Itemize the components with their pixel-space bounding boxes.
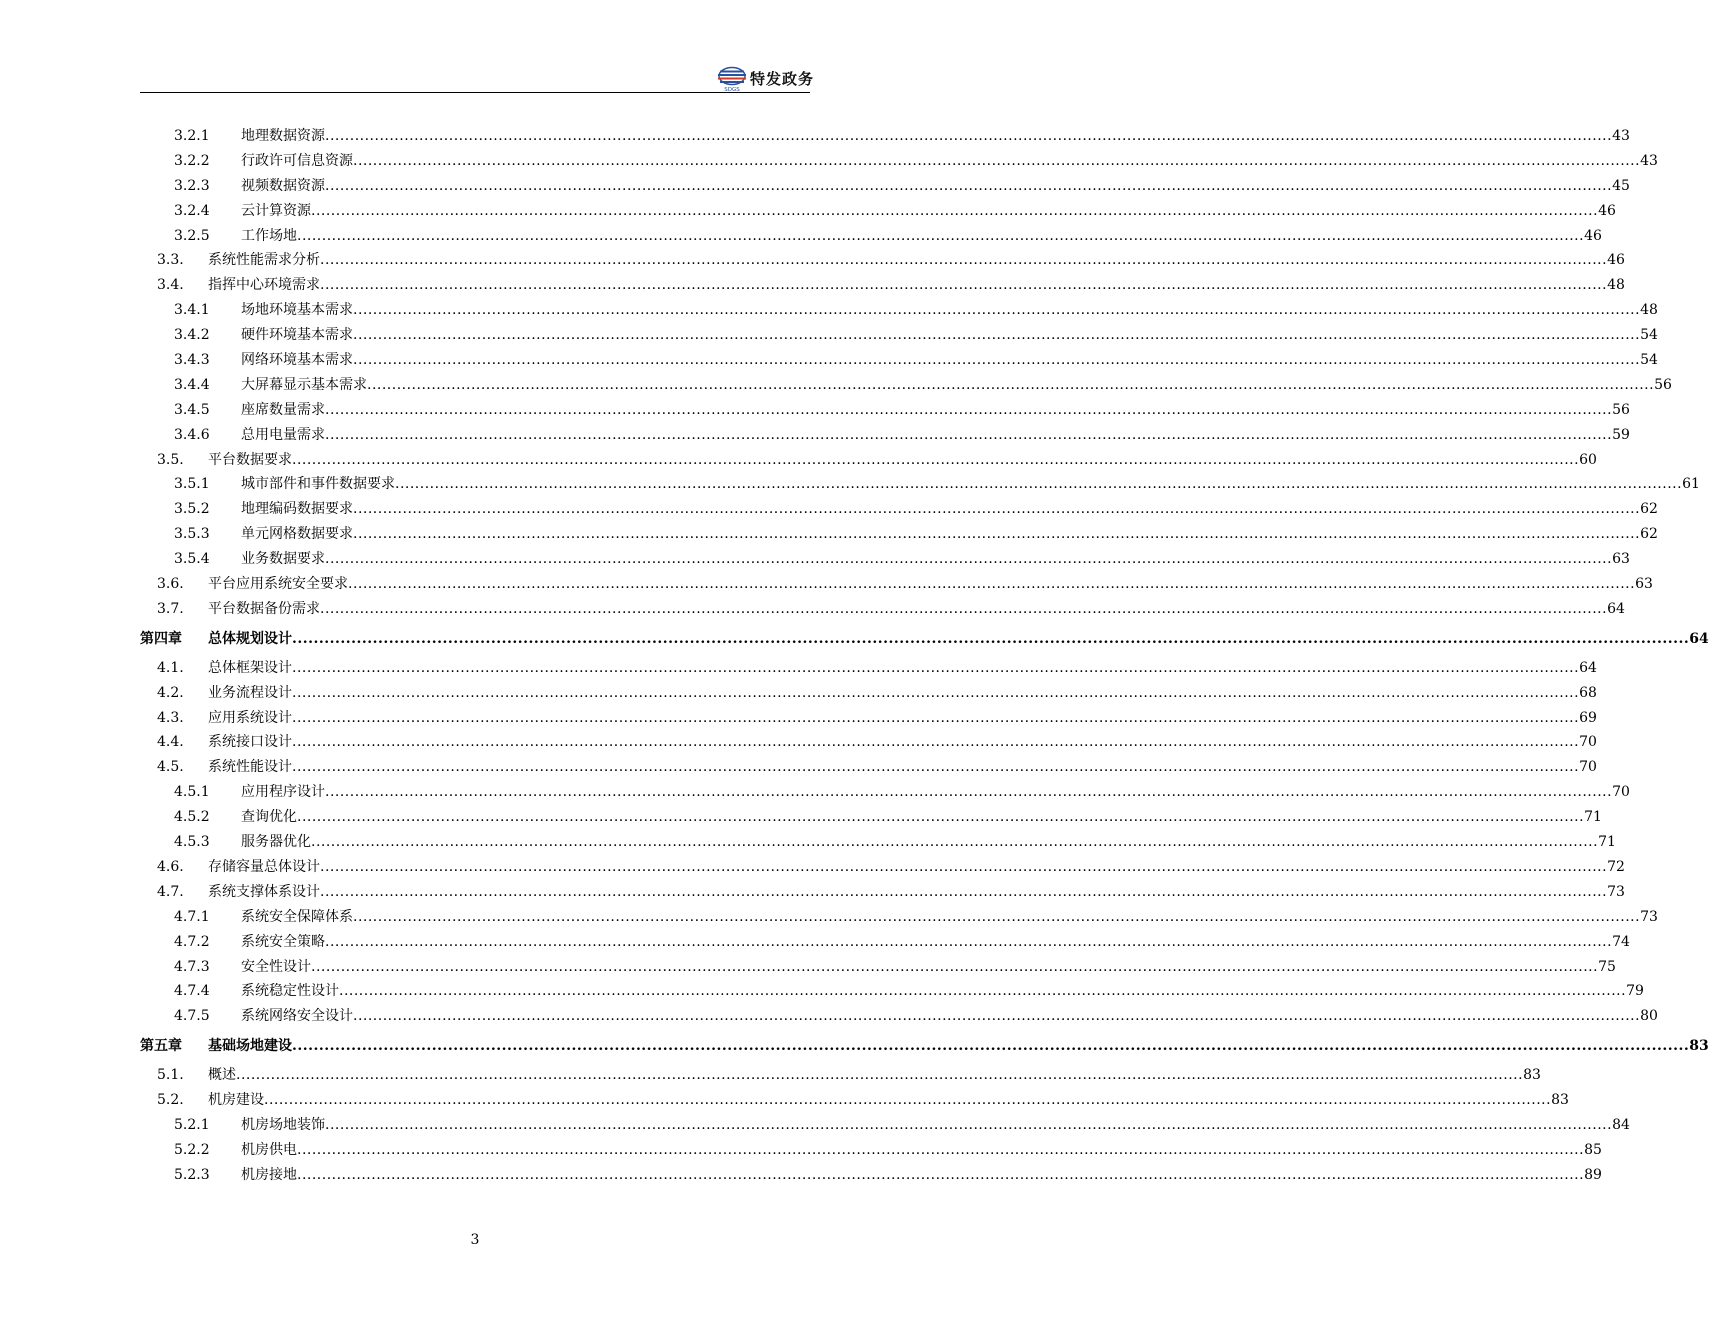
toc-entry-title: 单元网格数据要求 [241, 526, 353, 543]
toc-entry-number: 4.1. [157, 659, 184, 676]
toc-entry[interactable] [0, 224, 1602, 249]
toc-entry[interactable] [0, 830, 1616, 855]
toc-entry-leader [241, 373, 1672, 398]
dot-leader: .................................................................................................................................................................................................................................................................... [292, 1038, 1690, 1055]
dot-leader: .................................................................................................................................................................................................................................................................... [320, 277, 1608, 294]
dot-leader: .................................................................................................................................................................................................................................................................... [236, 1067, 1524, 1084]
toc-entry-number: 3.3. [157, 252, 184, 269]
toc-entry-number: 4.5.1 [174, 784, 210, 801]
dot-leader: .................................................................................................................................................................................................................................................................... [311, 958, 1599, 975]
toc-entry-page: 73 [1640, 908, 1658, 925]
toc-entry-page: 74 [1612, 933, 1630, 950]
toc-entry-page: 70 [1579, 734, 1597, 751]
toc-entry-page: 43 [1612, 128, 1630, 144]
toc-entry[interactable] [0, 348, 1658, 373]
toc-entry-title: 地理数据资源 [241, 128, 325, 144]
toc-entry-page: 54 [1640, 352, 1658, 369]
toc-entry-title: 应用系统设计 [208, 709, 292, 726]
toc-entry-number: 4.5. [157, 759, 184, 776]
toc-entry[interactable] [0, 323, 1658, 348]
toc-entry[interactable] [0, 149, 1658, 174]
toc-entry-leader [241, 1163, 1602, 1188]
toc-entry-number: 3.6. [157, 576, 184, 593]
toc-entry-title: 业务数据要求 [241, 551, 325, 568]
toc-entry-page: 63 [1612, 551, 1630, 568]
toc-entry-leader [208, 730, 1597, 755]
toc-entry-number: 4.7.4 [174, 983, 210, 1000]
toc-entry-number: 3.4.6 [174, 426, 210, 443]
toc-entry-leader [241, 805, 1602, 830]
toc-entry-leader [241, 905, 1658, 930]
toc-entry-title: 基础场地建设 [208, 1038, 292, 1055]
toc-entry-number: 3.2.1 [174, 128, 210, 144]
toc-entry[interactable] [0, 423, 1630, 448]
toc-entry-title: 系统支撑体系设计 [208, 883, 320, 900]
toc-entry-page: 71 [1598, 834, 1616, 851]
toc-entry[interactable] [0, 979, 1644, 1004]
toc-entry-leader [241, 323, 1658, 348]
dot-leader: .................................................................................................................................................................................................................................................................... [395, 476, 1683, 493]
toc-entry[interactable] [0, 656, 1597, 681]
toc-entry-leader [241, 423, 1630, 448]
dot-leader: .................................................................................................................................................................................................................................................................... [353, 1008, 1641, 1025]
toc-entry-leader [208, 448, 1597, 473]
toc-entry-leader [241, 979, 1644, 1004]
page-number: 3 [470, 1232, 480, 1248]
toc-entry-number: 4.5.2 [174, 809, 210, 826]
toc-entry-page: 80 [1640, 1008, 1658, 1025]
dot-leader: .................................................................................................................................................................................................................................................................... [320, 883, 1608, 900]
toc-entry-title: 系统稳定性设计 [241, 983, 339, 1000]
toc-entry-page: 85 [1584, 1141, 1602, 1158]
toc-entry-leader [208, 1063, 1541, 1088]
toc-entry-page: 70 [1612, 784, 1630, 801]
table-of-contents [0, 124, 1709, 1188]
toc-entry-number: 3.5.4 [174, 551, 210, 568]
toc-entry-leader [241, 348, 1658, 373]
toc-entry-title: 安全性设计 [241, 958, 311, 975]
toc-entry-number: 3.4.1 [174, 302, 210, 319]
toc-entry-page: 46 [1598, 202, 1616, 219]
toc-entry-leader [241, 930, 1630, 955]
dot-leader: .................................................................................................................................................................................................................................................................... [320, 252, 1608, 269]
toc-entry-number: 5.1. [157, 1067, 184, 1084]
dot-leader: .................................................................................................................................................................................................................................................................... [367, 376, 1655, 393]
toc-entry-leader [241, 472, 1700, 497]
toc-entry[interactable] [0, 730, 1597, 755]
toc-entry-page: 71 [1584, 809, 1602, 826]
toc-entry-page: 56 [1612, 401, 1630, 418]
toc-entry-title: 总体框架设计 [208, 659, 292, 676]
toc-entry-title: 总用电量需求 [241, 426, 325, 443]
toc-entry-leader [208, 597, 1625, 622]
toc-entry-title: 大屏幕显示基本需求 [241, 376, 367, 393]
toc-entry-number: 3.2.2 [174, 152, 210, 169]
toc-entry-leader [241, 497, 1658, 522]
dot-leader: .................................................................................................................................................................................................................................................................... [292, 451, 1580, 468]
toc-entry-number: 5.2.1 [174, 1116, 210, 1133]
toc-entry[interactable] [0, 1113, 1630, 1138]
sdgs-logo-icon [716, 66, 748, 92]
toc-entry-title: 系统网络安全设计 [241, 1008, 353, 1025]
toc-entry-leader [241, 1138, 1602, 1163]
toc-entry-leader [241, 522, 1658, 547]
dot-leader: .................................................................................................................................................................................................................................................................... [311, 834, 1599, 851]
toc-entry-leader [241, 199, 1616, 224]
toc-entry-number: 4.5.3 [174, 834, 210, 851]
toc-entry[interactable] [0, 905, 1658, 930]
toc-entry-number: 4.7.5 [174, 1008, 210, 1025]
toc-entry-leader [208, 656, 1597, 681]
toc-entry-leader [208, 681, 1597, 706]
toc-entry-title: 机房接地 [241, 1166, 297, 1183]
toc-entry-leader [208, 622, 1709, 656]
dot-leader: .................................................................................................................................................................................................................................................................... [353, 152, 1641, 169]
toc-entry-title: 场地环境基本需求 [241, 302, 353, 319]
toc-entry[interactable] [0, 522, 1658, 547]
dot-leader: .................................................................................................................................................................................................................................................................... [292, 684, 1580, 701]
toc-entry-page: 83 [1523, 1067, 1541, 1084]
toc-entry-leader [241, 398, 1630, 423]
toc-entry[interactable] [0, 497, 1658, 522]
toc-entry[interactable] [0, 780, 1630, 805]
dot-leader: .................................................................................................................................................................................................................................................................... [297, 1141, 1585, 1158]
toc-entry-leader [241, 224, 1602, 249]
toc-entry-title: 机房场地装饰 [241, 1116, 325, 1133]
toc-entry-title: 平台数据要求 [208, 451, 292, 468]
toc-entry-page: 69 [1579, 709, 1597, 726]
toc-entry-number: 3.5.1 [174, 476, 210, 493]
toc-chapter-entry[interactable] [0, 622, 1709, 656]
toc-entry-leader [208, 1029, 1709, 1063]
dot-leader: .................................................................................................................................................................................................................................................................... [311, 202, 1599, 219]
toc-entry-title: 系统接口设计 [208, 734, 292, 751]
toc-entry-title: 机房建设 [208, 1092, 264, 1109]
toc-entry-page: 72 [1607, 858, 1625, 875]
toc-entry-page: 54 [1640, 327, 1658, 344]
dot-leader: .................................................................................................................................................................................................................................................................... [348, 576, 1636, 593]
toc-entry-leader [208, 1088, 1569, 1113]
dot-leader: .................................................................................................................................................................................................................................................................... [325, 128, 1613, 144]
toc-entry-title: 系统安全策略 [241, 933, 325, 950]
toc-entry-title: 平台数据备份需求 [208, 600, 320, 617]
header-divider [140, 92, 810, 93]
toc-entry[interactable] [0, 880, 1625, 905]
toc-entry-title: 查询优化 [241, 809, 297, 826]
toc-entry-number: 3.2.5 [174, 227, 210, 244]
toc-entry-leader [241, 547, 1630, 572]
dot-leader: .................................................................................................................................................................................................................................................................... [353, 908, 1641, 925]
toc-entry[interactable] [0, 855, 1625, 880]
toc-entry[interactable] [0, 706, 1597, 731]
toc-entry-number: 4.6. [157, 858, 184, 875]
toc-entry-title: 网络环境基本需求 [241, 352, 353, 369]
dot-leader: .................................................................................................................................................................................................................................................................... [353, 352, 1641, 369]
toc-entry[interactable] [0, 597, 1625, 622]
toc-entry-number: 4.7.3 [174, 958, 210, 975]
toc-entry[interactable] [0, 681, 1597, 706]
toc-entry-page: 61 [1682, 476, 1700, 493]
toc-entry[interactable] [0, 398, 1630, 423]
toc-entry-page: 43 [1640, 152, 1658, 169]
toc-entry-title: 系统性能设计 [208, 759, 292, 776]
toc-entry[interactable] [0, 1088, 1569, 1113]
toc-entry-title: 指挥中心环境需求 [208, 277, 320, 294]
toc-entry-leader [208, 273, 1625, 298]
toc-entry-title: 地理编码数据要求 [241, 501, 353, 518]
dot-leader: .................................................................................................................................................................................................................................................................... [297, 1166, 1585, 1183]
dot-leader: .................................................................................................................................................................................................................................................................... [297, 227, 1585, 244]
toc-entry-leader [241, 780, 1630, 805]
toc-entry-page: 89 [1584, 1166, 1602, 1183]
toc-entry[interactable] [0, 174, 1630, 199]
toc-entry[interactable] [0, 124, 1630, 149]
toc-entry-number: 3.5.3 [174, 526, 210, 543]
toc-entry-number: 第四章 [140, 630, 182, 647]
toc-entry-leader [241, 149, 1658, 174]
toc-entry-page: 45 [1612, 177, 1630, 194]
toc-entry-page: 48 [1640, 302, 1658, 319]
toc-entry-title: 平台应用系统安全要求 [208, 576, 348, 593]
dot-leader: .................................................................................................................................................................................................................................................................... [292, 709, 1580, 726]
toc-entry-page: 64 [1579, 659, 1597, 676]
dot-leader: .................................................................................................................................................................................................................................................................... [325, 401, 1613, 418]
toc-entry-leader [241, 830, 1616, 855]
toc-entry-page: 60 [1579, 451, 1597, 468]
toc-entry-number: 5.2. [157, 1092, 184, 1109]
dot-leader: .................................................................................................................................................................................................................................................................... [325, 177, 1613, 194]
toc-entry-number: 3.5. [157, 451, 184, 468]
dot-leader: .................................................................................................................................................................................................................................................................... [297, 809, 1585, 826]
toc-entry-page: 56 [1654, 376, 1672, 393]
dot-leader: .................................................................................................................................................................................................................................................................... [292, 734, 1580, 751]
toc-entry-leader [208, 248, 1625, 273]
toc-entry-number: 3.2.4 [174, 202, 210, 219]
toc-entry-leader [208, 880, 1625, 905]
toc-entry-title: 城市部件和事件数据要求 [241, 476, 395, 493]
toc-entry-leader [208, 572, 1653, 597]
toc-entry-number: 3.4.4 [174, 376, 210, 393]
toc-entry-title: 行政许可信息资源 [241, 152, 353, 169]
toc-entry[interactable] [0, 298, 1658, 323]
toc-entry-number: 4.7.2 [174, 933, 210, 950]
toc-entry-page: 64 [1607, 600, 1625, 617]
dot-leader: .................................................................................................................................................................................................................................................................... [353, 526, 1641, 543]
header-brand: 特发政务 [750, 70, 815, 88]
toc-chapter-entry[interactable] [0, 1029, 1709, 1063]
toc-entry-title: 应用程序设计 [241, 784, 325, 801]
toc-entry-number: 4.2. [157, 684, 184, 701]
toc-entry-title: 云计算资源 [241, 202, 311, 219]
dot-leader: .................................................................................................................................................................................................................................................................... [320, 858, 1608, 875]
toc-entry[interactable] [0, 472, 1700, 497]
toc-entry-page: 70 [1579, 759, 1597, 776]
dot-leader: .................................................................................................................................................................................................................................................................... [292, 630, 1690, 647]
toc-entry-number: 3.4.3 [174, 352, 210, 369]
toc-entry-page: 62 [1640, 526, 1658, 543]
dot-leader: .................................................................................................................................................................................................................................................................... [353, 501, 1641, 518]
toc-entry-page: 48 [1607, 277, 1625, 294]
toc-entry[interactable] [0, 448, 1597, 473]
toc-entry-page: 64 [1689, 630, 1709, 647]
toc-entry-title: 服务器优化 [241, 834, 311, 851]
toc-entry-title: 工作场地 [241, 227, 297, 244]
toc-entry-number: 3.4.5 [174, 401, 210, 418]
toc-entry[interactable] [0, 547, 1630, 572]
toc-entry[interactable] [0, 199, 1616, 224]
toc-entry-leader [208, 706, 1597, 731]
toc-entry-number: 3.4.2 [174, 327, 210, 344]
toc-entry-number: 第五章 [140, 1038, 182, 1055]
toc-entry-page: 73 [1607, 883, 1625, 900]
toc-entry[interactable] [0, 1063, 1541, 1088]
toc-entry-number: 4.7.1 [174, 908, 210, 925]
toc-entry[interactable] [0, 805, 1602, 830]
toc-entry-leader [241, 298, 1658, 323]
toc-entry-page: 46 [1584, 227, 1602, 244]
toc-entry-leader [241, 1113, 1630, 1138]
toc-entry-page: 68 [1579, 684, 1597, 701]
toc-entry-title: 硬件环境基本需求 [241, 327, 353, 344]
toc-entry-title: 总体规划设计 [208, 630, 292, 647]
dot-leader: .................................................................................................................................................................................................................................................................... [325, 933, 1613, 950]
toc-entry-title: 业务流程设计 [208, 684, 292, 701]
dot-leader: .................................................................................................................................................................................................................................................................... [353, 327, 1641, 344]
toc-entry-number: 4.3. [157, 709, 184, 726]
toc-entry-page: 62 [1640, 501, 1658, 518]
dot-leader: .................................................................................................................................................................................................................................................................... [325, 1116, 1613, 1133]
dot-leader: .................................................................................................................................................................................................................................................................... [320, 600, 1608, 617]
toc-entry-number: 5.2.3 [174, 1166, 210, 1183]
toc-entry[interactable] [0, 1163, 1602, 1188]
toc-entry-title: 座席数量需求 [241, 401, 325, 418]
toc-entry-number: 4.7. [157, 883, 184, 900]
dot-leader: .................................................................................................................................................................................................................................................................... [325, 551, 1613, 568]
toc-entry-number: 3.4. [157, 277, 184, 294]
toc-entry-leader [241, 124, 1630, 149]
toc-entry[interactable] [0, 1004, 1658, 1029]
toc-entry-page: 79 [1626, 983, 1644, 1000]
toc-entry-page: 59 [1612, 426, 1630, 443]
toc-entry-leader [208, 755, 1597, 780]
toc-entry-number: 3.2.3 [174, 177, 210, 194]
dot-leader: .................................................................................................................................................................................................................................................................... [325, 426, 1613, 443]
toc-entry-title: 系统性能需求分析 [208, 252, 320, 269]
toc-entry[interactable] [0, 955, 1616, 980]
toc-entry-number: 5.2.2 [174, 1141, 210, 1158]
dot-leader: .................................................................................................................................................................................................................................................................... [325, 784, 1613, 801]
toc-entry-page: 83 [1551, 1092, 1569, 1109]
dot-leader: .................................................................................................................................................................................................................................................................... [264, 1092, 1552, 1109]
toc-entry-number: 3.7. [157, 600, 184, 617]
dot-leader: .................................................................................................................................................................................................................................................................... [292, 759, 1580, 776]
dot-leader: .................................................................................................................................................................................................................................................................... [292, 659, 1580, 676]
toc-entry-number: 3.5.2 [174, 501, 210, 518]
toc-entry-page: 63 [1635, 576, 1653, 593]
toc-entry[interactable] [0, 373, 1672, 398]
toc-entry-leader [241, 174, 1630, 199]
toc-entry-page: 84 [1612, 1116, 1630, 1133]
dot-leader: .................................................................................................................................................................................................................................................................... [353, 302, 1641, 319]
logo-text: SDGS [724, 87, 740, 93]
toc-entry-title: 系统安全保障体系 [241, 908, 353, 925]
dot-leader: .................................................................................................................................................................................................................................................................... [339, 983, 1627, 1000]
toc-entry-leader [208, 855, 1625, 880]
toc-entry[interactable] [0, 273, 1625, 298]
toc-entry[interactable] [0, 1138, 1602, 1163]
toc-entry[interactable] [0, 248, 1625, 273]
toc-entry-leader [241, 1004, 1658, 1029]
toc-entry-title: 存储容量总体设计 [208, 858, 320, 875]
toc-entry-title: 概述 [208, 1067, 236, 1084]
toc-entry-title: 机房供电 [241, 1141, 297, 1158]
toc-entry-leader [241, 955, 1616, 980]
toc-entry[interactable] [0, 930, 1630, 955]
toc-entry-page: 75 [1598, 958, 1616, 975]
toc-entry-page: 46 [1607, 252, 1625, 269]
toc-entry-title: 视频数据资源 [241, 177, 325, 194]
toc-entry[interactable] [0, 755, 1597, 780]
toc-entry[interactable] [0, 572, 1653, 597]
toc-entry-page: 83 [1689, 1038, 1709, 1055]
toc-entry-number: 4.4. [157, 734, 184, 751]
